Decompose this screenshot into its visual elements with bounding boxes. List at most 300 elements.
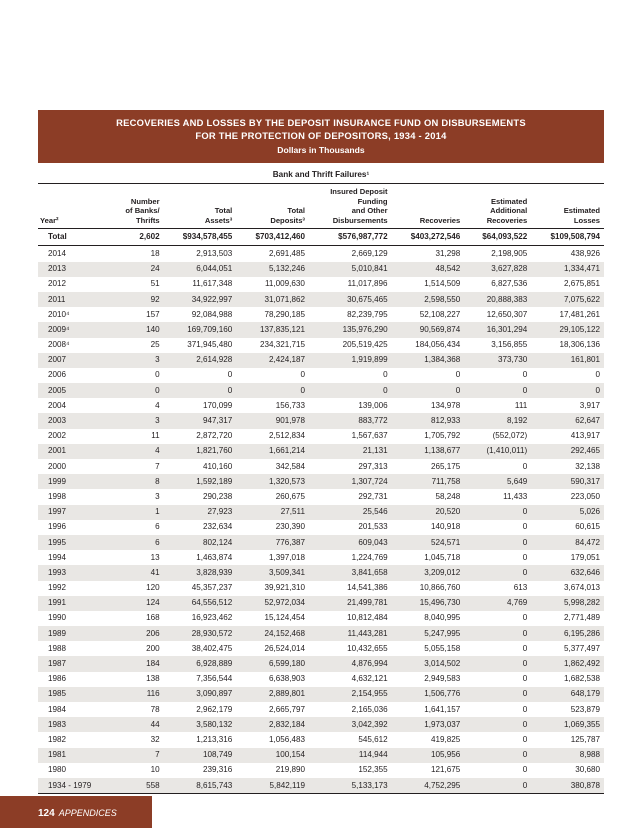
table-row	[38, 307, 604, 322]
cell-value: 0	[464, 717, 531, 732]
cell-value: 802,124	[164, 535, 237, 550]
cell-year: 2003	[38, 413, 110, 428]
table-row	[38, 687, 604, 702]
page-number: 124	[38, 808, 55, 819]
cell-value: 292,731	[358, 491, 388, 501]
cell-value: 4	[110, 444, 163, 459]
cell-value: 342,584	[275, 461, 305, 471]
cell-value: 3,209,012	[392, 565, 465, 580]
cell-value: 140	[110, 322, 163, 337]
cell-value: 152,355	[358, 765, 388, 775]
column-header-insured-deposit-funding: Insured Deposit Funding and Other Disbursements	[309, 184, 392, 229]
cell-value: 290,238	[203, 491, 233, 501]
cell-value: 0	[522, 674, 528, 684]
cell-value: 82,239,795	[347, 309, 388, 319]
cell-value: 6,827,536	[491, 279, 528, 289]
cell-value: 17,481,261	[559, 309, 600, 319]
cell-year: Total	[38, 229, 110, 246]
column-header-year: Year²	[38, 184, 110, 229]
cell-value: 2,198,905	[491, 248, 528, 258]
cell-value: 169,709,160	[164, 322, 237, 337]
cell-value: 0	[522, 704, 528, 714]
cell-value: 1,919,899	[309, 353, 392, 368]
cell-value: 0	[464, 383, 531, 398]
cell-value: 260,675	[275, 491, 305, 501]
cell-value: 0	[464, 565, 531, 580]
cell-value: 21,499,781	[309, 596, 392, 611]
cell-value: 1,514,509	[424, 279, 461, 289]
column-header-total-deposits: Total Deposits³	[236, 184, 309, 229]
cell-value: 4,632,121	[351, 674, 388, 684]
cell-value: 6,928,889	[164, 656, 237, 671]
cell-year: 1985	[38, 687, 110, 702]
cell-year: 1995	[38, 535, 110, 550]
cell-value: 3,042,392	[309, 717, 392, 732]
cell-value: 292,465	[531, 444, 604, 459]
cell-value: 140,918	[430, 522, 461, 532]
cell-value: 64,556,512	[164, 596, 237, 611]
table-row	[38, 672, 604, 687]
cell-year: 1980	[48, 765, 67, 775]
cell-value: 371,945,480	[187, 340, 233, 350]
table-row	[38, 520, 604, 535]
cell-value: 232,634	[203, 522, 233, 532]
cell-value: 3	[110, 353, 163, 368]
cell-value: 21,131	[309, 444, 392, 459]
cell-value: 10,866,760	[419, 583, 461, 593]
cell-value: 3,841,658	[309, 565, 392, 580]
cell-value: 11	[151, 431, 160, 441]
cell-value: 5,998,282	[531, 596, 604, 611]
fdic-seal-icon	[134, 20, 176, 62]
cell-year: 1986	[48, 674, 67, 684]
cell-value: 2,949,583	[424, 674, 461, 684]
cell-value: 11,443,281	[309, 626, 392, 641]
cell-value: $109,508,794	[531, 229, 604, 246]
recoveries-losses-table	[38, 184, 604, 794]
cell-value: 0	[309, 383, 392, 398]
cell-value: 18,306,136	[559, 340, 600, 350]
table-row	[38, 429, 604, 444]
cell-year: 1994	[48, 552, 67, 562]
cell-value: 5,842,119	[236, 778, 309, 794]
cell-year: 2008⁴	[48, 340, 70, 350]
cell-value: 410,160	[203, 461, 233, 471]
cell-value: 1,224,769	[351, 552, 388, 562]
cell-value: 0	[522, 643, 528, 653]
cell-value: 32	[150, 734, 160, 744]
cell-value: 105,956	[392, 748, 465, 763]
cell-value: 13	[150, 552, 160, 562]
cell-value: 265,175	[430, 461, 461, 471]
cell-value: 16,301,294	[464, 322, 531, 337]
cell-value: 28,930,572	[164, 626, 237, 641]
cell-year: 2005	[38, 383, 110, 398]
cell-value: 4,752,295	[392, 778, 465, 794]
cell-value: 1,213,316	[196, 734, 233, 744]
table-row	[38, 474, 604, 489]
cell-value: 2,962,179	[196, 704, 233, 714]
cell-value: 26,524,014	[264, 643, 305, 653]
cell-value: 161,801	[531, 353, 604, 368]
cell-value: 0	[522, 734, 528, 744]
cell-value: 38,402,475	[191, 643, 233, 653]
cell-value: 137,835,121	[236, 322, 309, 337]
cell-value: 2,154,955	[309, 687, 392, 702]
cell-value: 5,133,173	[309, 778, 392, 794]
table-row	[38, 702, 604, 717]
cell-value: 29,105,122	[531, 322, 604, 337]
cell-value: 16,923,462	[191, 613, 233, 623]
cell-value: $403,272,546	[392, 229, 465, 246]
cell-year: 1997	[38, 505, 110, 520]
cell-value: 1,862,492	[531, 656, 604, 671]
cell-value: 1,320,573	[236, 474, 309, 489]
cell-value: 1,661,214	[236, 444, 309, 459]
cell-value: 25,546	[309, 505, 392, 520]
cell-value: 58,248	[435, 491, 461, 501]
cell-value: 2,165,036	[351, 704, 388, 714]
cell-value: 116	[110, 687, 163, 702]
cell-value: 7	[155, 461, 160, 471]
cell-value: 11,617,348	[192, 279, 233, 289]
cell-year: 2012	[48, 279, 67, 289]
cell-value: 0	[164, 383, 237, 398]
cell-value: 114,944	[309, 748, 392, 763]
table-row	[38, 535, 604, 550]
cell-value: 25	[150, 340, 160, 350]
cell-value: $703,412,460	[236, 229, 309, 246]
cell-year: 1984	[48, 704, 67, 714]
cell-year: 1992	[48, 583, 67, 593]
cell-value: 100,154	[236, 748, 309, 763]
table-body	[38, 229, 604, 794]
cell-year: 1987	[38, 656, 110, 671]
cell-value: 1,045,718	[424, 552, 461, 562]
cell-value: 0	[300, 370, 305, 380]
cell-value: 711,758	[392, 474, 465, 489]
cell-value: 15,124,454	[264, 613, 305, 623]
cell-value: 901,978	[236, 413, 309, 428]
cell-value: 2,512,834	[268, 431, 305, 441]
table-row	[38, 292, 604, 307]
cell-value: 4,876,994	[309, 656, 392, 671]
cell-value: 18	[150, 248, 160, 258]
cell-value: 1,705,792	[424, 431, 461, 441]
cell-value: 1,069,355	[531, 717, 604, 732]
cell-value: 590,317	[531, 474, 604, 489]
cell-value: 1,821,760	[164, 444, 237, 459]
cell-value: 31,071,862	[236, 292, 309, 307]
footer-text	[38, 808, 117, 819]
cell-value: 613	[513, 583, 528, 593]
cell-value: 0	[392, 383, 465, 398]
table-row	[38, 732, 604, 747]
cell-value: 125,787	[570, 734, 600, 744]
cell-value: 84,472	[531, 535, 604, 550]
cell-value: 632,646	[531, 565, 604, 580]
table-row	[38, 489, 604, 504]
cell-value: 1,641,157	[424, 704, 461, 714]
cell-value: 3	[155, 491, 160, 501]
cell-value: 11,017,896	[347, 279, 388, 289]
cell-value: 0	[522, 613, 528, 623]
cell-year: 1998	[48, 491, 67, 501]
cell-value: 523,879	[570, 704, 600, 714]
cell-value: 11,433	[503, 491, 528, 501]
cell-value: 11,009,630	[265, 279, 305, 289]
cell-value: 1,463,874	[196, 552, 233, 562]
cell-year: 1988	[48, 643, 67, 653]
cell-value: 0	[227, 370, 233, 380]
cell-value: 179,051	[570, 552, 600, 562]
cell-value: 41	[110, 565, 163, 580]
cell-value: 45,357,237	[191, 583, 233, 593]
cell-value: 8	[110, 474, 163, 489]
cell-value: 201,533	[358, 522, 388, 532]
cell-value: 184,056,434	[415, 340, 461, 350]
cell-value: 5,026	[531, 505, 604, 520]
cell-value: 34,922,997	[164, 292, 237, 307]
table-row	[38, 596, 604, 611]
cell-value: 234,321,715	[259, 340, 305, 350]
cell-value: 0	[236, 383, 309, 398]
cell-value: 157	[146, 309, 160, 319]
cell-value: 184	[110, 656, 163, 671]
cell-value: 2,691,485	[268, 248, 305, 258]
cell-value: 2,614,928	[164, 353, 237, 368]
cell-value: 230,390	[275, 522, 305, 532]
cell-value: 10	[150, 765, 160, 775]
table-title-line1: RECOVERIES AND LOSSES BY THE DEPOSIT INSURANCE FUND ON DISBURSEMENTS	[116, 117, 526, 128]
cell-value: 1,973,037	[392, 717, 465, 732]
table-section-header: Bank and Thrift Failures¹	[38, 163, 604, 184]
cell-value: 6,638,903	[268, 674, 305, 684]
cell-value: 48,542	[392, 262, 465, 277]
cell-value: 3,828,939	[164, 565, 237, 580]
cell-value: 52,108,227	[419, 309, 461, 319]
cell-value: 0	[595, 370, 600, 380]
cell-value: 2,889,801	[236, 687, 309, 702]
table-row	[38, 338, 604, 353]
cell-value: 2,913,503	[196, 248, 233, 258]
cell-value: 156,733	[275, 400, 305, 410]
fdic-logo: FDIC	[50, 14, 145, 63]
cell-value: 51	[150, 279, 160, 289]
cell-value: 15,496,730	[392, 596, 465, 611]
cell-value: 27,923	[164, 505, 237, 520]
cell-value: 223,050	[570, 491, 600, 501]
table-row	[38, 641, 604, 656]
cell-value: 1,056,483	[268, 734, 305, 744]
cell-value: 39,921,310	[264, 583, 305, 593]
cell-value: 0	[522, 522, 528, 532]
cell-value: 0	[522, 552, 528, 562]
cell-value: 6,195,286	[531, 626, 604, 641]
table-row	[38, 262, 604, 277]
cell-value: 5,010,841	[309, 262, 392, 277]
cell-value: 4,769	[464, 596, 531, 611]
cell-year: 1993	[38, 565, 110, 580]
cell-value: 5,132,246	[236, 262, 309, 277]
cell-value: 1,506,776	[392, 687, 465, 702]
cell-value: 0	[383, 370, 388, 380]
cell-value: 0	[464, 778, 531, 794]
cell-value: 24	[110, 262, 163, 277]
cell-value: 0	[522, 370, 528, 380]
table-row	[38, 778, 604, 794]
cell-year: 1934 - 1979	[38, 778, 110, 794]
cell-year: 2011	[38, 292, 110, 307]
cell-value: 1,567,637	[351, 431, 388, 441]
cell-year: 1982	[48, 734, 67, 744]
cell-value: 0	[531, 383, 604, 398]
cell-year: 2007	[38, 353, 110, 368]
cell-value: $576,987,772	[309, 229, 392, 246]
table-row	[38, 444, 604, 459]
cell-year: 2010⁴	[48, 309, 70, 319]
table-title-line2: FOR THE PROTECTION OF DEPOSITORS, 1934 - 2014	[195, 129, 447, 141]
cell-value: 3,509,341	[236, 565, 309, 580]
cell-value: 812,933	[392, 413, 465, 428]
cell-value: (1,410,011)	[464, 444, 531, 459]
cell-value: 12,650,307	[486, 309, 528, 319]
cell-value: 648,179	[531, 687, 604, 702]
cell-value: 0	[522, 765, 528, 775]
cell-value: 3	[110, 413, 163, 428]
cell-value: 413,917	[570, 431, 600, 441]
cell-value: 30,675,465	[309, 292, 392, 307]
table-row	[38, 565, 604, 580]
table-header-row	[38, 184, 604, 229]
table-sheet	[38, 110, 604, 794]
cell-value: 135,976,290	[309, 322, 392, 337]
cell-value: 2,602	[110, 229, 163, 246]
cell-value: 90,569,874	[392, 322, 465, 337]
cell-value: 2,665,797	[268, 704, 305, 714]
cell-value: 1,592,189	[164, 474, 237, 489]
cell-value: 8,615,743	[164, 778, 237, 794]
table-row	[38, 550, 604, 565]
cell-value: 7,356,544	[196, 674, 233, 684]
cell-year: 1991	[38, 596, 110, 611]
cell-value: 108,749	[164, 748, 237, 763]
cell-value: 545,612	[358, 734, 388, 744]
page-header	[0, 0, 640, 78]
cell-year: 2006	[48, 370, 67, 380]
cell-value: 6,599,180	[236, 656, 309, 671]
table-row	[38, 246, 604, 262]
cell-value: 219,890	[275, 765, 305, 775]
cell-value: 1,384,368	[392, 353, 465, 368]
cell-year: 2000	[48, 461, 67, 471]
column-header-total-assets: Total Assets³	[164, 184, 237, 229]
cell-value: 3,627,828	[464, 262, 531, 277]
cell-value: (552,072)	[492, 431, 528, 441]
cell-year: 1996	[48, 522, 67, 532]
table-row	[38, 763, 604, 778]
cell-value: 5,055,158	[424, 643, 461, 653]
table-row	[38, 277, 604, 292]
cell-year: 1990	[48, 613, 67, 623]
cell-value: 92,084,988	[191, 309, 233, 319]
table-row	[38, 748, 604, 763]
cell-value: 8,192	[464, 413, 531, 428]
cell-value: 14,541,386	[347, 583, 388, 593]
column-header-estimated-additional-recoveries: Estimated Additional Recoveries	[464, 184, 531, 229]
cell-value: 200	[146, 643, 160, 653]
cell-value: 134,978	[430, 400, 461, 410]
cell-value: 558	[110, 778, 163, 794]
cell-value: 1,307,724	[309, 474, 392, 489]
cell-value: 6,044,051	[164, 262, 237, 277]
cell-value: 6	[110, 535, 163, 550]
cell-value: 8,040,995	[424, 613, 461, 623]
cell-value: 3,014,502	[392, 656, 465, 671]
cell-value: 2,832,184	[236, 717, 309, 732]
table-row	[38, 322, 604, 337]
cell-value: 1,138,677	[392, 444, 465, 459]
cell-value: 0	[464, 535, 531, 550]
cell-value: 3,580,132	[164, 717, 237, 732]
column-header-recoveries: Recoveries	[392, 184, 465, 229]
report-title: ANNUAL REPORT 2014	[186, 21, 534, 56]
cell-value: 438,926	[570, 248, 600, 258]
cell-value: 0	[455, 370, 461, 380]
table-row	[38, 459, 604, 474]
cell-value: 32,138	[575, 461, 600, 471]
cell-value: 78,290,185	[264, 309, 305, 319]
table-row	[38, 505, 604, 520]
cell-year: 2013	[38, 262, 110, 277]
cell-value: 92	[110, 292, 163, 307]
cell-value: 2,598,550	[392, 292, 465, 307]
cell-value: 8,988	[531, 748, 604, 763]
cell-value: 380,878	[531, 778, 604, 794]
column-header-number-of-banks: Number of Banks/ Thrifts	[110, 184, 163, 229]
table-row	[38, 611, 604, 626]
cell-value: 0	[464, 626, 531, 641]
table-row	[38, 717, 604, 732]
cell-value: 111	[514, 400, 528, 410]
table-row	[38, 626, 604, 641]
cell-value: 52,972,034	[236, 596, 309, 611]
cell-value: 31,298	[435, 248, 461, 258]
table-title-bar	[38, 110, 604, 163]
cell-value: 883,772	[309, 413, 392, 428]
cell-value: $934,578,455	[164, 229, 237, 246]
cell-value: 139,006	[358, 400, 388, 410]
cell-value: 24,152,468	[236, 626, 309, 641]
cell-value: 1,334,471	[531, 262, 604, 277]
cell-value: 30,680	[575, 765, 600, 775]
cell-value: 609,043	[309, 535, 392, 550]
cell-value: 60,615	[575, 522, 600, 532]
cell-value: 5,247,995	[392, 626, 465, 641]
cell-value: 2,771,489	[563, 613, 600, 623]
cell-value: 7	[110, 748, 163, 763]
cell-value: 2,872,720	[196, 431, 233, 441]
column-header-estimated-losses: Estimated Losses	[531, 184, 604, 229]
cell-value: 10,812,484	[347, 613, 388, 623]
cell-year: 2002	[48, 431, 67, 441]
table-row	[38, 656, 604, 671]
cell-value: 297,313	[358, 461, 388, 471]
cell-value: 62,647	[531, 413, 604, 428]
cell-value: 3,090,897	[164, 687, 237, 702]
table-row	[38, 581, 604, 596]
cell-value: 1	[110, 505, 163, 520]
